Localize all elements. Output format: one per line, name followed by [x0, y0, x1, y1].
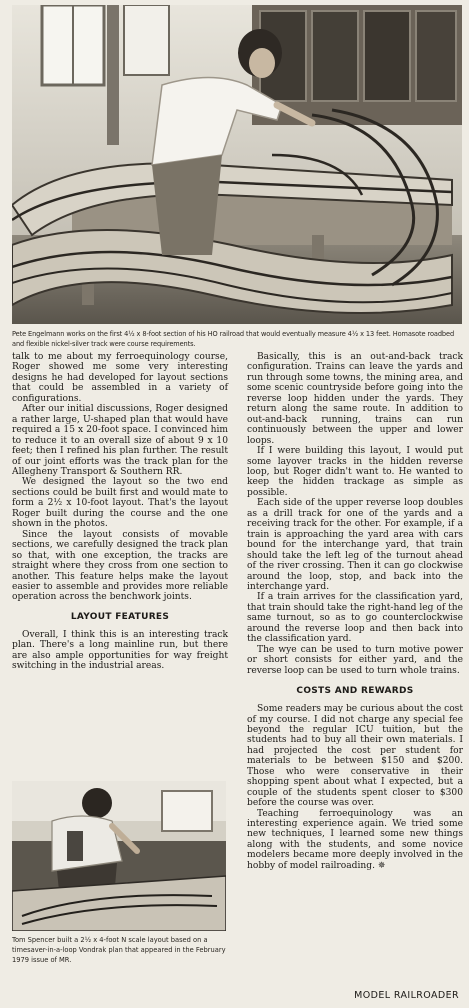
paragraph: We designed the layout so the two end sections could be built first and would mate to form a 2½ x 10-foot layout. That's the layout Roger built during the course and the one shown in the photos.	[12, 477, 228, 530]
section-heading-costs-and-rewards: COSTS AND REWARDS	[296, 686, 414, 697]
paragraph: Each side of the upper reverse loop doubles as a drill track for one of the yards and a receiving track for the other. For example, if a train is approaching the yard area with cars bound for the interchange yard, that train should take the left leg of the turnout ahead of the river crossing. Then it can go clockwise around the loop, stop, and back into the interchange yard.	[247, 498, 463, 592]
right-column	[247, 352, 463, 871]
small-photo-caption: Tom Spencer built a 2½ x 4-foot N scale layout based on a timesaver-in-a-loop Vondrak plan that appeared in the February 1979 issue of MR.	[12, 936, 226, 964]
main-photo-illustration	[12, 5, 462, 324]
paragraph-final	[247, 809, 463, 872]
paragraph: The wye can be used to turn motive power or short consists for either yard, and the reverse loop can be used to turn whole trains.	[247, 644, 463, 676]
magazine-footer: MODEL RAILROADER	[354, 990, 459, 1001]
paragraph: talk to me about my ferroequinology course, Roger showed me some very interesting designs he had developed for layout sections that could be assembled in a variety of configurations.	[12, 352, 228, 404]
paragraph: After our initial discussions, Roger designed a rather large, U-shaped plan that would have required a 15 x 20-foot space. I convinced him to reduce it to an overall size of about 9 x 10 feet; then I refined his plan further. The result of our joint efforts was the track plan for the Allegheny Transport & Southern RR.	[12, 404, 228, 477]
paragraph: Overall, I think this is an interesting track plan. There's a long mainline run, but there are also ample opportunities for way freight switching in the industrial areas.	[12, 629, 228, 672]
small-photo-n-scale-layout	[12, 781, 226, 931]
main-photo-caption: Pete Engelmann works on the first 4½ x 8-foot section of his HO railroad that would eventually measure 4½ x 13 feet. Homasote roadbed and flexible nickel-silver track were course requirements.	[12, 330, 455, 348]
paragraph: If I were building this layout, I would put some layover tracks in the hidden reverse loop, but Roger didn't want to. He wanted to keep the hidden trackage as simple as possible.	[247, 446, 463, 498]
section-heading-layout-features: LAYOUT FEATURES	[70, 611, 170, 622]
end-of-article-mark-icon: ✵	[377, 860, 386, 871]
final-paragraph-text: Teaching ferroequinology was an interesting experience again. We tried some new techniques, I learned some new things along with the students, and some novice modelers became more deeply involved in the hobby of model railroading.	[247, 808, 463, 871]
main-photo-layout-builder	[12, 5, 462, 324]
paragraph: Since the layout consists of movable sections, we carefully designed the track plan so that, with one exception, the tracks are straight where they cross from one section to another. This feature helps make the layout easier to assemble and provides more reliable operation across the benchwork joints.	[12, 529, 228, 603]
left-column	[12, 352, 228, 672]
small-photo-illustration	[12, 781, 226, 931]
paragraph: If a train arrives for the classification yard, that train should take the right-hand leg of the same turnout, so as to go counterclockwise around the reverse loop and then back into the classification yard.	[247, 592, 463, 645]
paragraph: Some readers may be curious about the cost of my course. I did not charge any special fee beyond the regular ICU tuition, but the students had to buy all their own materials. I had projected the cost per student for materials to be between $150 and $200. Those who were conservative in their shopping spent about what I expected, but a couple of the students spent closer to $300 before the course was over.	[247, 704, 463, 809]
paragraph: Basically, this is an out-and-back track configuration. Trains can leave the yards and run through some towns, the mining area, and some scenic countryside before going into the reverse loop hidden under the yards. They return along the same route. In addition to out-and-back running, trains can run continuously between the upper and lower loops.	[247, 352, 463, 446]
